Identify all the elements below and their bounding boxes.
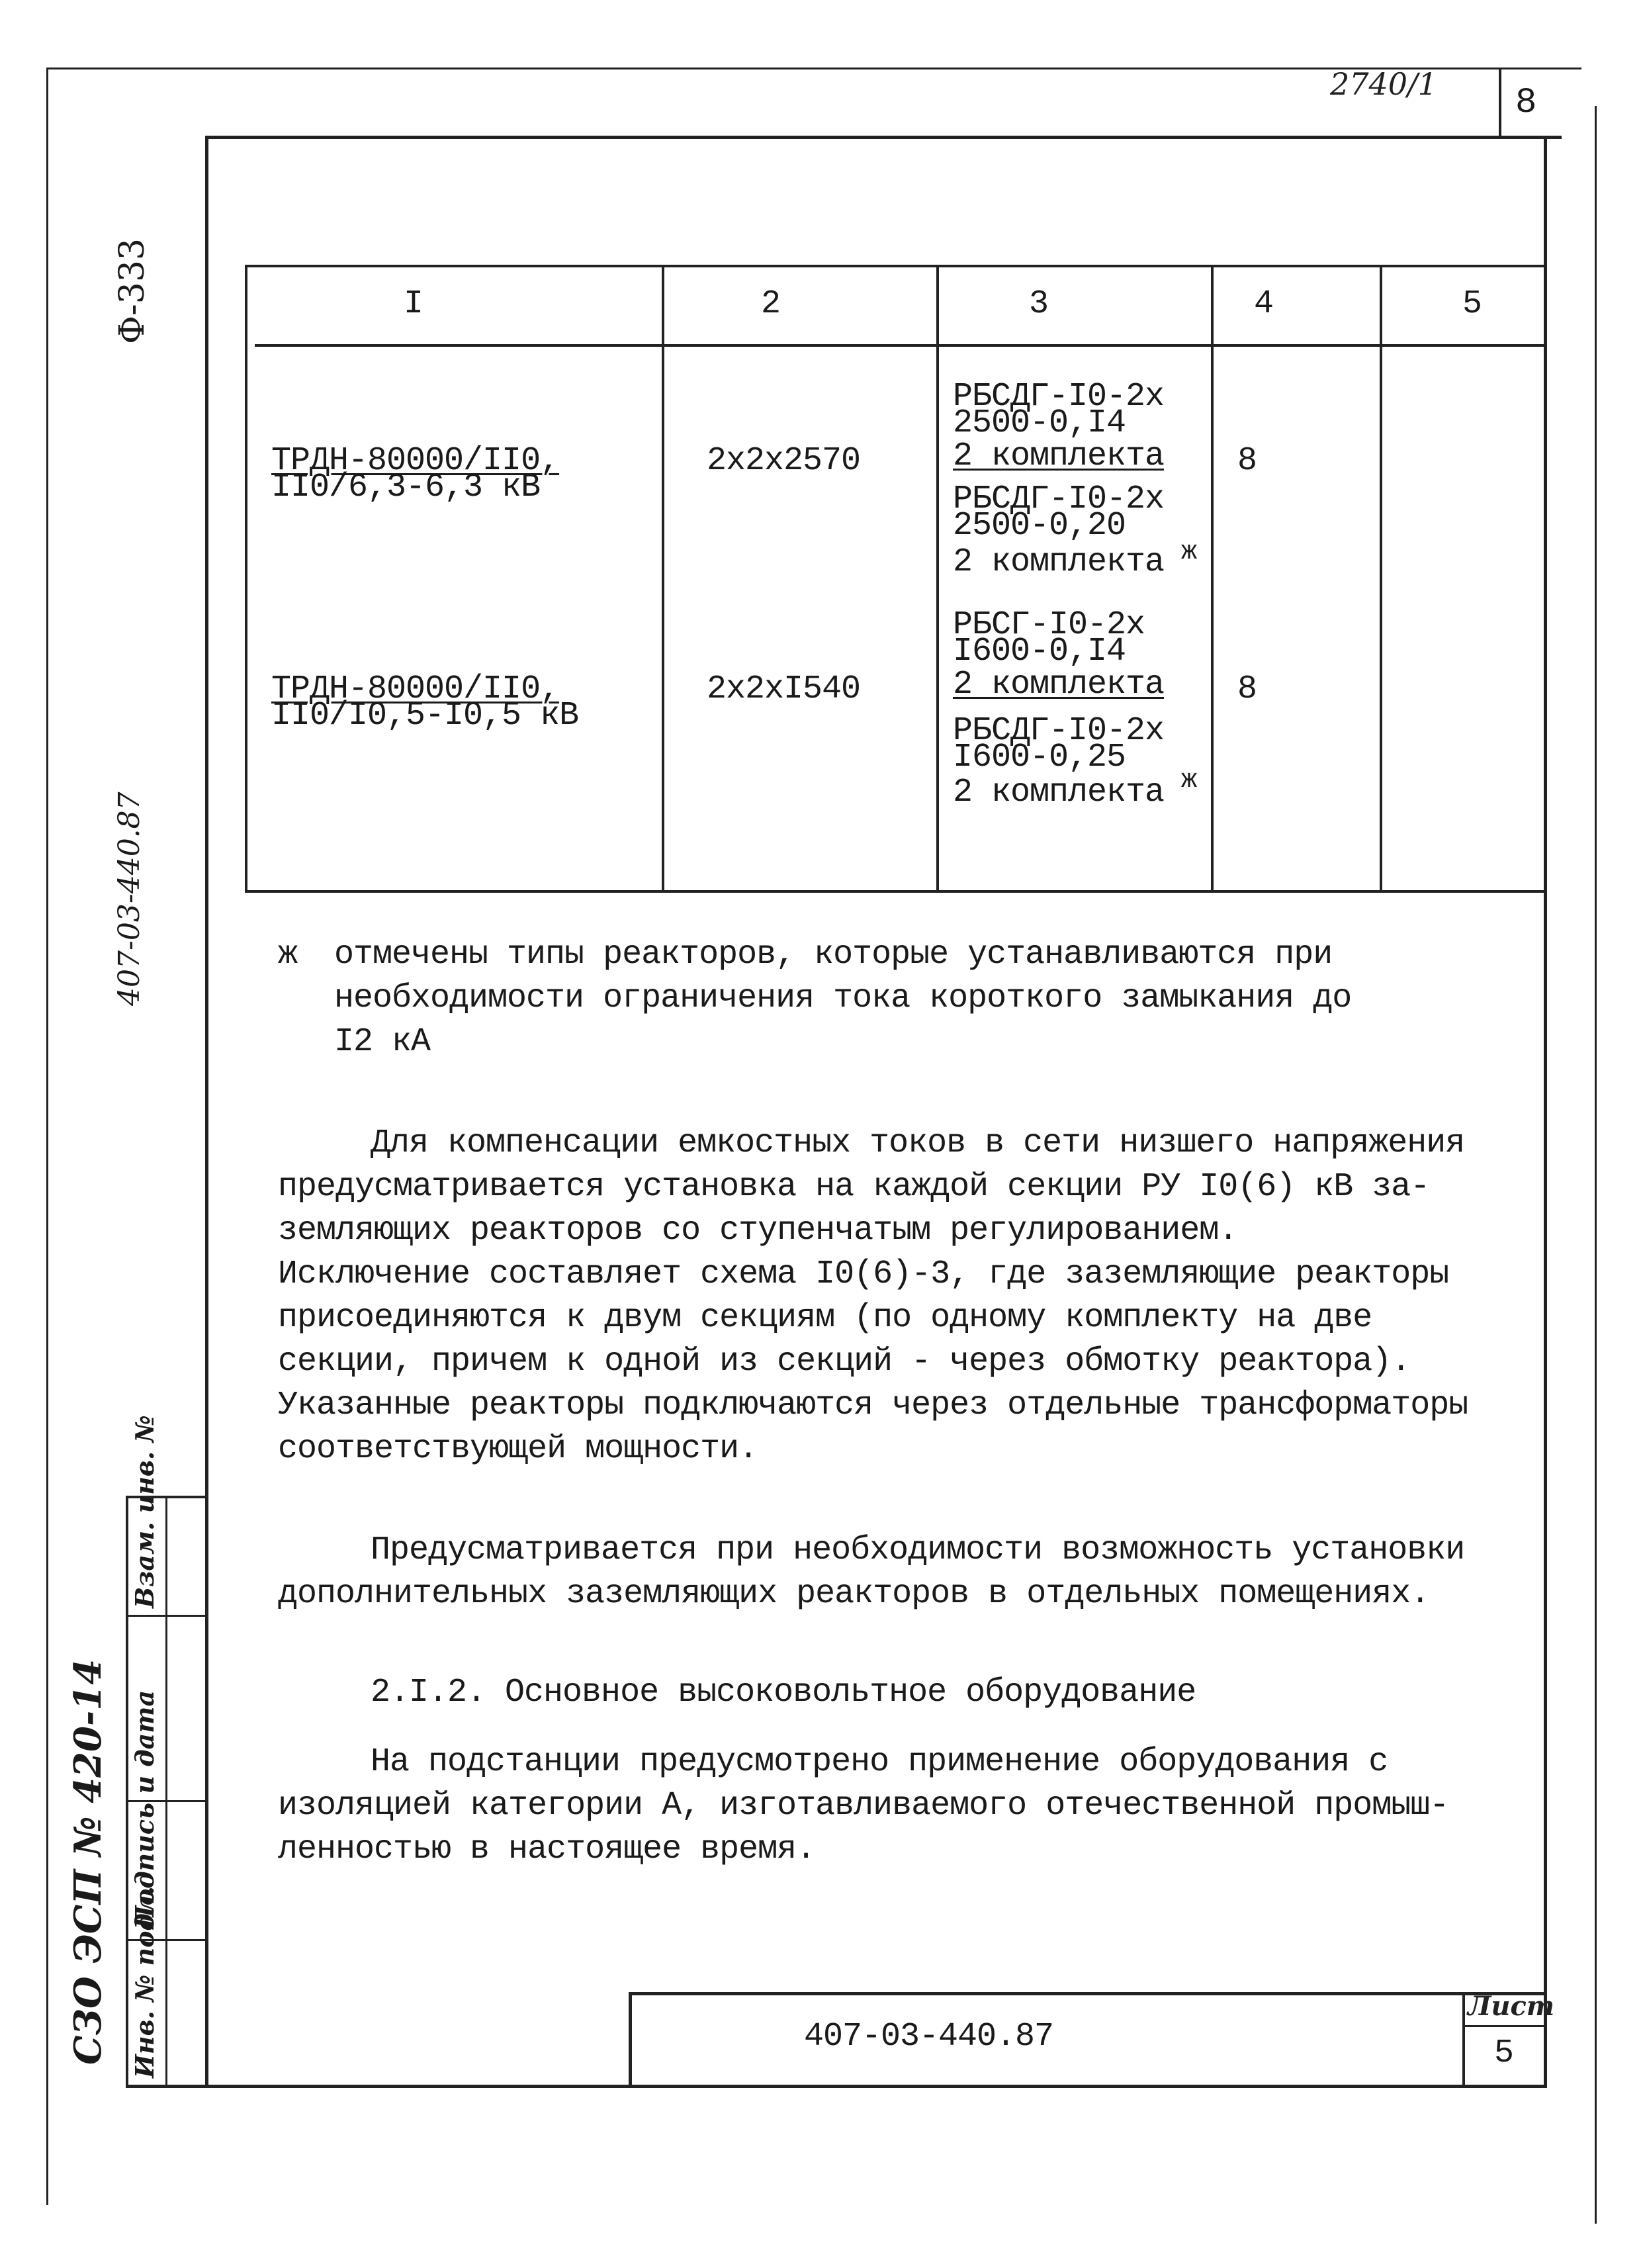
stamp-strip-mid [165, 1496, 167, 2088]
table-header-1: I [404, 285, 423, 323]
title-block-top [629, 1992, 1545, 1995]
para4-line-3: ленностью в настоящее время. [278, 1831, 816, 1868]
stamp-label-3: Взам. инв. № [130, 1415, 159, 1608]
frame-top [205, 136, 1562, 139]
row2-reactor-b-line1: РБСДГ-I0-2х [953, 712, 1165, 750]
row1-reactor-b-line1: РБСДГ-I0-2х [953, 480, 1165, 518]
title-block-sheet-divider [1462, 1992, 1465, 2088]
stamp-strip-left [126, 1496, 128, 2088]
title-block-left [629, 1992, 632, 2088]
form-code: Ф-333 [112, 238, 152, 344]
row2-quantity: 8 [1237, 670, 1257, 708]
frame-left [205, 136, 208, 2088]
para1-line-2: предусматривается установка на каждой секции РУ I0(6) кВ за- [278, 1168, 1430, 1206]
row2-reactor-a-line3: 2 комплекта [953, 666, 1165, 703]
frame-right [1544, 136, 1547, 2088]
frame-bottom [126, 2085, 1547, 2088]
stamp-divider-1 [126, 1615, 208, 1617]
para1-line-3: земляющих реакторов со ступенчатым регулированием. [278, 1212, 1238, 1249]
para1-line-1: Для компенсации емкостных токов в сети низшего напряжения [371, 1124, 1465, 1162]
table-col-line-3 [1211, 265, 1214, 892]
row1-reactor-a-line1: РБСДГ-I0-2х [953, 378, 1165, 416]
title-block-sheet-value: 5 [1494, 2034, 1514, 2072]
footnote-line-3: I2 кА [334, 1023, 431, 1061]
table-header-3: 3 [1029, 285, 1049, 323]
table-top-line [245, 265, 1545, 267]
stamp-label-2: Подпись и дата [130, 1690, 159, 1929]
row2-reactor-b-line2: I600-0,25 [953, 739, 1126, 776]
sheet-left-border [46, 68, 48, 2205]
table-col-line-4 [1380, 265, 1382, 892]
row1-reactor-a-line3: 2 комплекта [953, 437, 1165, 475]
table-header-5: 5 [1462, 285, 1482, 323]
title-block-sheet-label: Лист [1468, 1991, 1555, 2022]
title-block-doc-code: 407-03-440.87 [804, 2018, 1054, 2056]
stamp-label-1: Инв. № подл. [130, 1886, 159, 2078]
footnote-mark: ж [278, 936, 298, 974]
inventory-ref: 2740/1 [1330, 66, 1437, 102]
para1-line-5: присоединяются к двум секциям (по одному комплекту на две [278, 1299, 1372, 1337]
row1-mark: ж [1181, 537, 1197, 567]
row1-transformer-line1: ТРДН-80000/II0, [271, 442, 560, 480]
row2-reactor-b-line3: 2 комплекта [953, 774, 1165, 811]
table-col-line-1 [662, 265, 664, 892]
para1-line-7: Указанные реакторы подключаются через отдельные трансформаторы [278, 1386, 1468, 1424]
row1-transformer-line2: II0/6,3-6,3 кВ [271, 469, 541, 506]
section-title-2-1-2: 2.I.2. Основное высоковольтное оборудование [371, 1674, 1196, 1711]
row1-quantity: 8 [1237, 442, 1257, 480]
sheet-right-border [1595, 106, 1597, 2224]
table-col-line-2 [936, 265, 939, 892]
para1-line-8: соответствующей мощности. [278, 1430, 758, 1468]
sheet-number-box-left [1499, 68, 1501, 138]
para4-line-2: изоляцией категории А, изготавливаемого отечественной промыш- [278, 1787, 1449, 1825]
para1-line-6: секции, причем к одной из секций - через обмотку реактора). [278, 1343, 1411, 1381]
table-bottom-line [245, 890, 1545, 893]
doc-code-handwritten: 407-03-440.87 [112, 792, 146, 1006]
table-header-4: 4 [1254, 285, 1274, 323]
para4-line-1: На подстанции предусмотрено применение оборудования с [371, 1743, 1388, 1781]
para2-line-2: дополнительных заземляющих реакторов в отдельных помещениях. [278, 1575, 1430, 1613]
row2-mark: ж [1181, 766, 1197, 795]
row2-transformer-line1: ТРДН-80000/II0, [271, 670, 560, 708]
row1-reactor-b-line3: 2 комплекта [953, 543, 1165, 581]
row1-reactor-b-line2: 2500-0,20 [953, 507, 1126, 545]
row2-transformer-line2: II0/I0,5-I0,5 кВ [271, 697, 579, 735]
table-header-2: 2 [761, 285, 781, 323]
table-col-line-0 [245, 265, 247, 892]
row2-current: 2х2хI540 [707, 670, 861, 708]
footnote-line-2: необходимости ограничения тока короткого замыкания до [334, 979, 1352, 1017]
footnote-line-1: отмечены типы реакторов, которые устанавливаются при [334, 936, 1333, 974]
para1-line-4: Исключение составляет схема I0(6)-3, где заземляющие реакторы [278, 1255, 1449, 1293]
row2-reactor-a-line2: I600-0,I4 [953, 633, 1126, 670]
para2-line-1: Предусматривается при необходимости возможность установки [371, 1531, 1465, 1569]
row1-reactor-a-line2: 2500-0,I4 [953, 404, 1126, 442]
title-block-sheet-line [1462, 2025, 1545, 2027]
table-header-line [255, 344, 1545, 347]
row2-reactor-a-line1: РБСГ-I0-2х [953, 606, 1145, 644]
row1-current: 2х2х2570 [707, 442, 861, 480]
archive-number: СЗО ЭСП № 420-14 [66, 1658, 110, 2065]
sheet-number: 8 [1515, 83, 1537, 123]
